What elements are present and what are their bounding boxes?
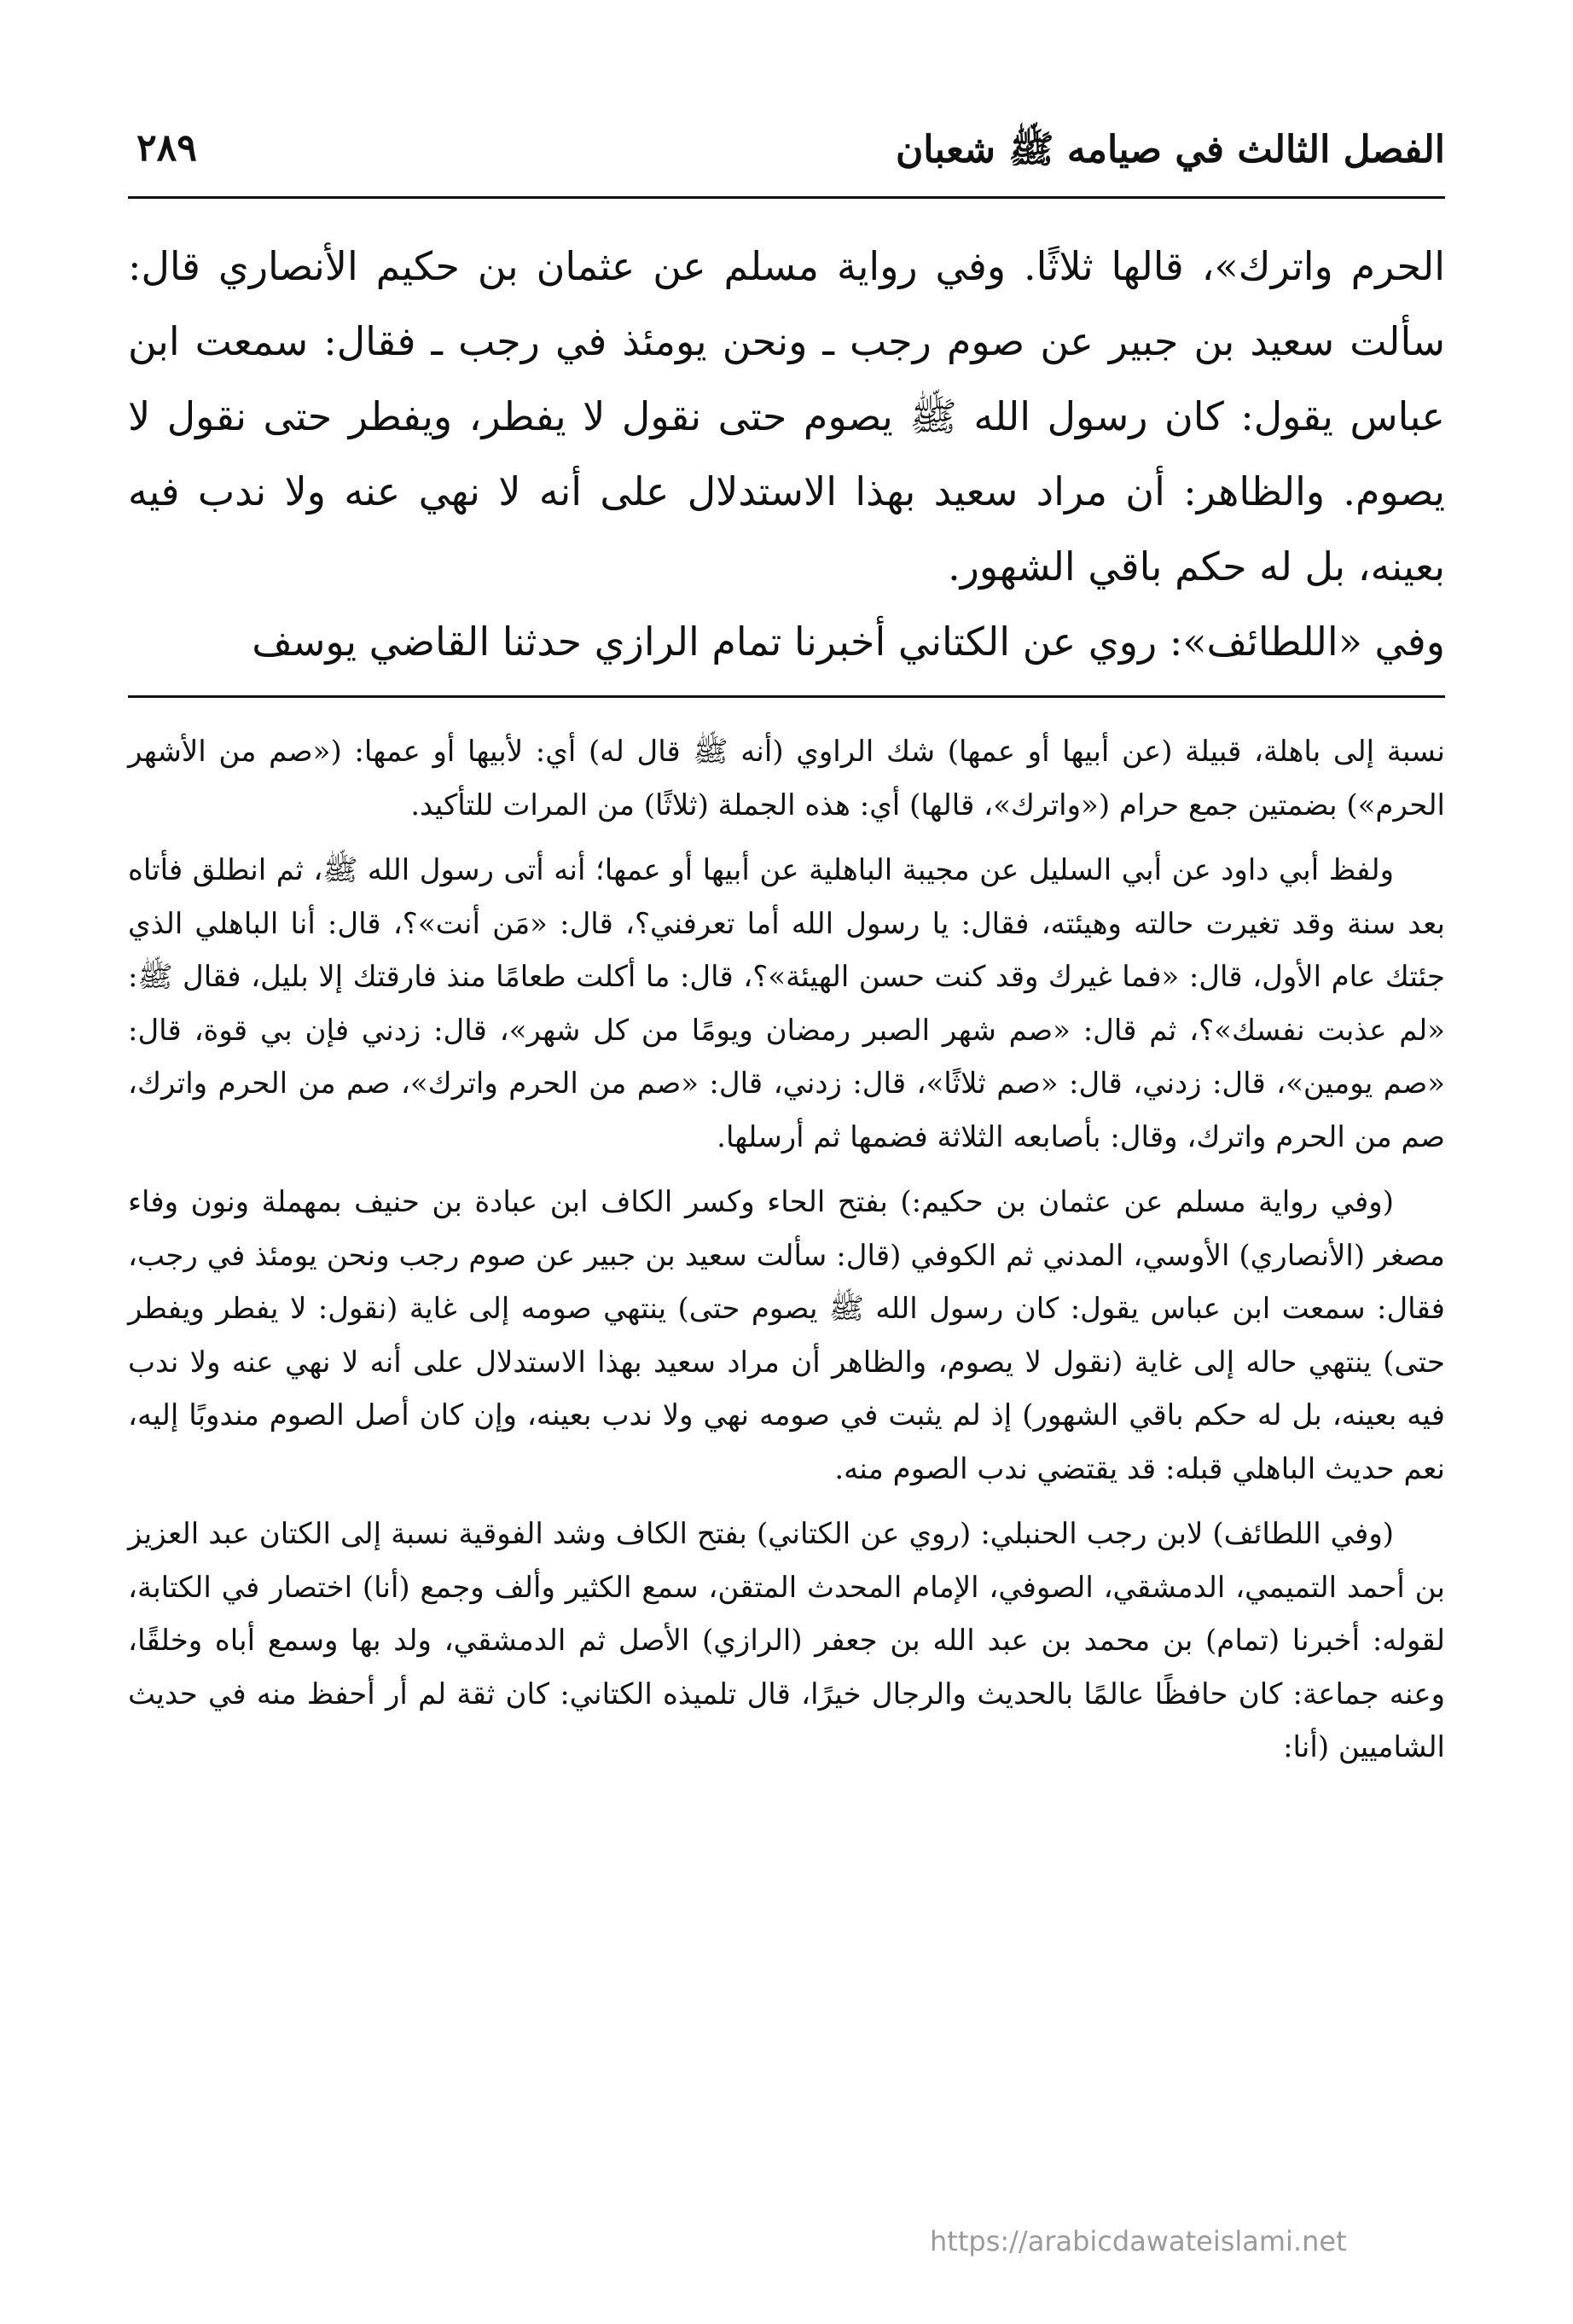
- main-paragraph: وفي «اللطائف»: روي عن الكتاني أخبرنا تمام الرازي حدثنا القاضي يوسف: [252, 619, 1445, 665]
- commentary-paragraph: (وفي رواية مسلم عن عثمان بن حكيم:) بفتح الحاء وكسر الكاف ابن عبادة بن حنيف بمهملة ونون وفاء مصغر (الأنصاري) الأوسي، المدني ثم الكوفي (قال: سألت سعيد بن جبير عن صوم رجب ونحن يومئذ في رجب، فقال: سمعت ابن عباس يقول: كان رسول الله ﷺ يصوم حتى) ينتهي صومه إلى غاية (نقول: لا يفطر ويفطر حتى) ينتهي حاله إلى غاية (نقول لا يصوم، والظاهر أن مراد سعيد بهذا الاستدلال على أنه لا نهي عنه ولا ندب فيه بعينه، بل له حكم باقي الشهور) إذ لم يثبت في صومه نهي ولا ندب بعينه، وإن كان أصل الصوم مندوبًا إليه، نعم حديث الباهلي قبله: قد يقتضي ندب الصوم منه.: [128, 1185, 1445, 1486]
- footnote-divider: [128, 695, 1445, 698]
- commentary-paragraph: نسبة إلى باهلة، قبيلة (عن أبيها أو عمها) شك الراوي (أنه ﷺ قال له) أي: لأبيها أو عمها: («صم من الأشهر الحرم») بضمتين جمع حرام («واترك»، قالها) أي: هذه الجملة (ثلاثًا) من المرات للتأكيد.: [128, 735, 1445, 822]
- watermark-url: https://arabicdawateislami.net: [930, 2225, 1347, 2257]
- page-header: [128, 119, 1445, 199]
- page-number: ٢٨٩: [136, 126, 197, 170]
- main-text: [128, 229, 1445, 679]
- main-paragraph: الحرم واترك»، قالها ثلاثًا. وفي رواية مسلم عن عثمان بن حكيم الأنصاري قال: سألت سعيد بن جبير عن صوم رجب ـ ونحن يومئذ في رجب ـ فقال: سمعت ابن عباس يقول: كان رسول الله ﷺ يصوم حتى نقول لا يفطر، ويفطر حتى نقول لا يصوم. والظاهر: أن مراد سعيد بهذا الاستدلال على أنه لا نهي عنه ولا ندب فيه بعينه، بل له حكم باقي الشهور.: [128, 243, 1445, 590]
- running-title: الفصل الثالث في صيامه ﷺ شعبان: [895, 128, 1445, 171]
- commentary-paragraph: ولفظ أبي داود عن أبي السليل عن مجيبة الباهلية عن أبيها أو عمها؛ أنه أتى رسول الله ﷺ، ثم انطلق فأتاه بعد سنة وقد تغيرت حالته وهيئته، فقال: يا رسول الله أما تعرفني؟، قال: «مَن أنت»؟، قال: أنا الباهلي الذي جئتك عام الأول، قال: «فما غيرك وقد كنت حسن الهيئة»؟، قال: ما أكلت طعامًا منذ فارقتك إلا بليل، فقال ﷺ: «لم عذبت نفسك»؟، ثم قال: «صم شهر الصبر رمضان ويومًا من كل شهر»، قال: زدني فإن بي قوة، قال: «صم يومين»، قال: زدني، قال: «صم ثلاثًا»، قال: زدني، قال: «صم من الحرم واترك»، صم من الحرم واترك، صم من الحرم واترك، وقال: بأصابعه الثلاثة فضمها ثم أرسلها.: [128, 853, 1445, 1154]
- commentary-paragraph: (وفي اللطائف) لابن رجب الحنبلي: (روي عن الكتاني) بفتح الكاف وشد الفوقية نسبة إلى الكتان عبد العزيز بن أحمد التميمي، الدمشقي، الصوفي، الإمام المحدث المتقن، سمع الكثير وألف وجمع (أنا) اختصار في الكتابة، لقوله: أخبرنا (تمام) بن محمد بن عبد الله بن جعفر (الرازي) الأصل ثم الدمشقي، ولد بها وسمع أباه وخلقًا، وعنه جماعة: كان حافظًا عالمًا بالحديث والرجال خيرًا، قال تلميذه الكتاني: كان ثقة لم أر أحفظ منه في حديث الشاميين (أنا:: [128, 1517, 1445, 1764]
- commentary-text: [128, 725, 1445, 1787]
